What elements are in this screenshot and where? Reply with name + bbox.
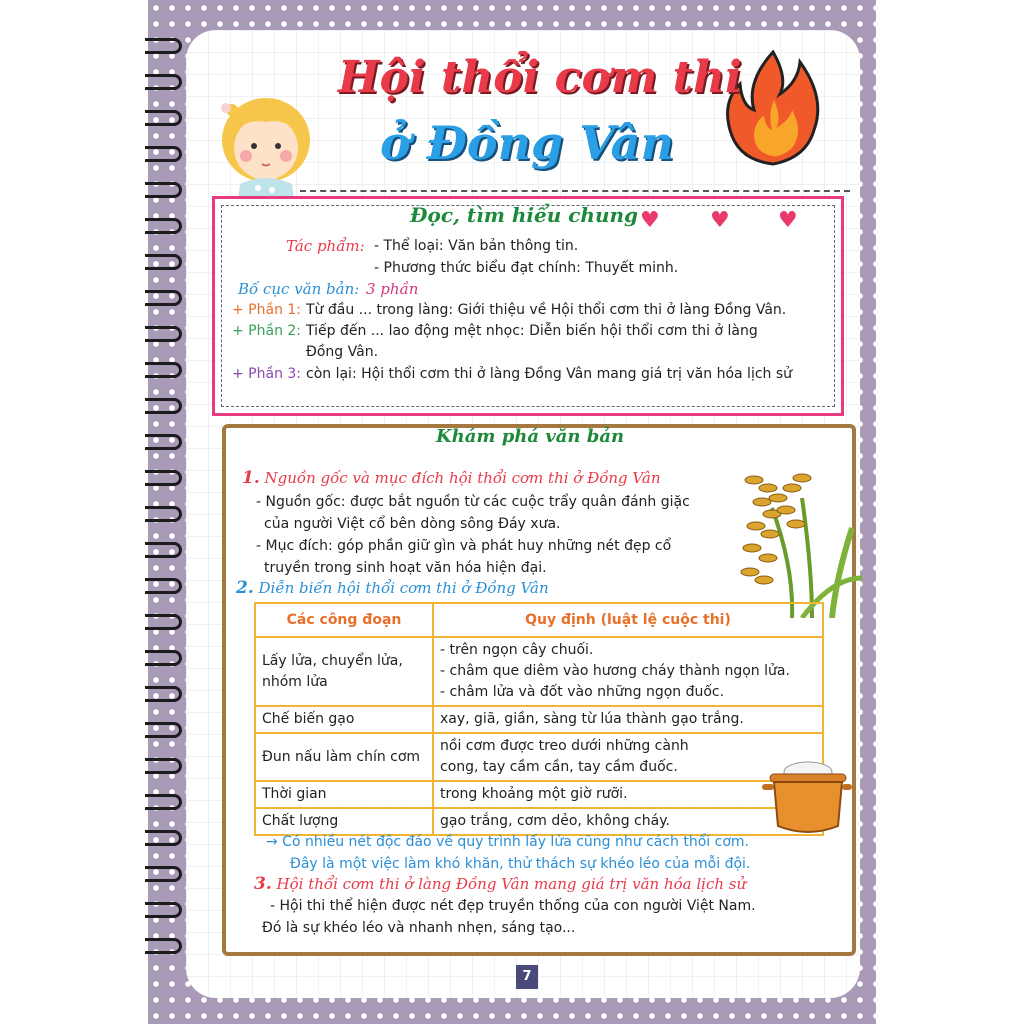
bo-cuc-label: Bố cục văn bản:: [238, 280, 360, 298]
tac-pham-item: - Phương thức biểu đạt chính: Thuyết minh.: [374, 260, 679, 276]
stage-cell: Đun nấu làm chín cơm: [255, 733, 433, 781]
part2-text: Tiếp đến ... lao động mệt nhọc: Diễn biến hội thổi cơm thi ở làng: [306, 323, 758, 339]
rice-pot-illustration: [762, 758, 852, 838]
stage-cell: Thời gian: [255, 781, 433, 808]
part2-label: + Phần 2:: [232, 323, 302, 339]
divider: [300, 190, 850, 192]
part3-text: còn lại: Hội thổi cơm thi ở làng Đồng Vân mang giá trị văn hóa lịch sử: [306, 366, 793, 382]
girl-illustration: [214, 88, 318, 200]
conclusion-line: Đây là một việc làm khó khăn, thử thách sự khéo léo của mỗi đội.: [290, 856, 751, 872]
stage-cell: Lấy lửa, chuyển lửa, nhóm lửa: [255, 637, 433, 706]
table-row: [255, 781, 823, 808]
table-row: [255, 706, 823, 733]
heart-icon: ♥: [640, 208, 660, 233]
table-header: Quy định (luật lệ cuộc thi): [433, 603, 823, 637]
section1-title: Đọc, tìm hiểu chung: [410, 203, 639, 227]
conclusion-line: → Có nhiều nét độc đáo về quy trình lấy lửa cũng như cách thổi cơm.: [266, 834, 749, 850]
origin-line: của người Việt cổ bên dòng sông Đáy xưa.: [264, 516, 561, 532]
rule-cell: trong khoảng một giờ rưỡi.: [433, 781, 823, 808]
stage-cell: Chất lượng: [255, 808, 433, 835]
table-row: [255, 637, 823, 706]
heading-process: 2. Diễn biến hội thổi cơm thi ở Đồng Vân: [236, 578, 549, 598]
purpose-line: truyền trong sinh hoạt văn hóa hiện đại.: [264, 560, 547, 576]
rule-cell: - trên ngọn cây chuối. - châm que diêm vào hương cháy thành ngọn lửa. - châm lửa và đốt vào những ngọn đuốc.: [433, 637, 823, 706]
stage-cell: Chế biến gạo: [255, 706, 433, 733]
table-header-row: [255, 603, 823, 637]
page-title-line1: Hội thổi cơm thi: [338, 52, 742, 103]
tac-pham-label: Tác phẩm:: [286, 237, 365, 255]
table-row: [255, 733, 823, 781]
heart-icon: ♥: [778, 208, 798, 233]
origin-line: - Nguồn gốc: được bắt nguồn từ các cuộc trẩy quân đánh giặc: [256, 494, 690, 510]
part2-text: Đồng Vân.: [306, 344, 379, 360]
part1-label: + Phần 1:: [232, 302, 302, 318]
purpose-line: - Mục đích: góp phần giữ gìn và phát huy những nét đẹp cổ: [256, 538, 672, 554]
heading-cultural-value: 3. Hội thổi cơm thi ở làng Đồng Vân mang giá trị văn hóa lịch sử: [254, 874, 747, 894]
process-table: [254, 602, 824, 836]
page-title-line2: ở Đồng Vân: [380, 116, 674, 170]
heart-icon: ♥: [710, 208, 730, 233]
value-line: - Hội thi thể hiện được nét đẹp truyền thống của con người Việt Nam.: [270, 898, 756, 914]
table-row: [255, 808, 823, 835]
section2-title: Khám phá văn bản: [436, 426, 625, 447]
page-number: 7: [516, 965, 538, 989]
tac-pham-item: - Thể loại: Văn bản thông tin.: [374, 238, 579, 254]
part1-text: Từ đầu ... trong làng: Giới thiệu về Hội thổi cơm thi ở làng Đồng Vân.: [306, 302, 787, 318]
rule-cell: nồi cơm được treo dưới những cành cong, tay cầm cần, tay cầm đuốc.: [433, 733, 823, 781]
bo-cuc-value: 3 phần: [366, 280, 419, 298]
table-header: Các công đoạn: [255, 603, 433, 637]
rule-cell: gạo trắng, cơm dẻo, không cháy.: [433, 808, 823, 835]
part3-label: + Phần 3:: [232, 366, 302, 382]
rice-stalk-illustration: [732, 468, 872, 618]
heading-origin: 1. Nguồn gốc và mục đích hội thổi cơm thi ở Đồng Vân: [242, 468, 661, 488]
spiral-binding: [145, 30, 181, 960]
rule-cell: xay, giã, giần, sàng từ lúa thành gạo trắng.: [433, 706, 823, 733]
value-line: Đó là sự khéo léo và nhanh nhẹn, sáng tạo...: [262, 920, 576, 936]
